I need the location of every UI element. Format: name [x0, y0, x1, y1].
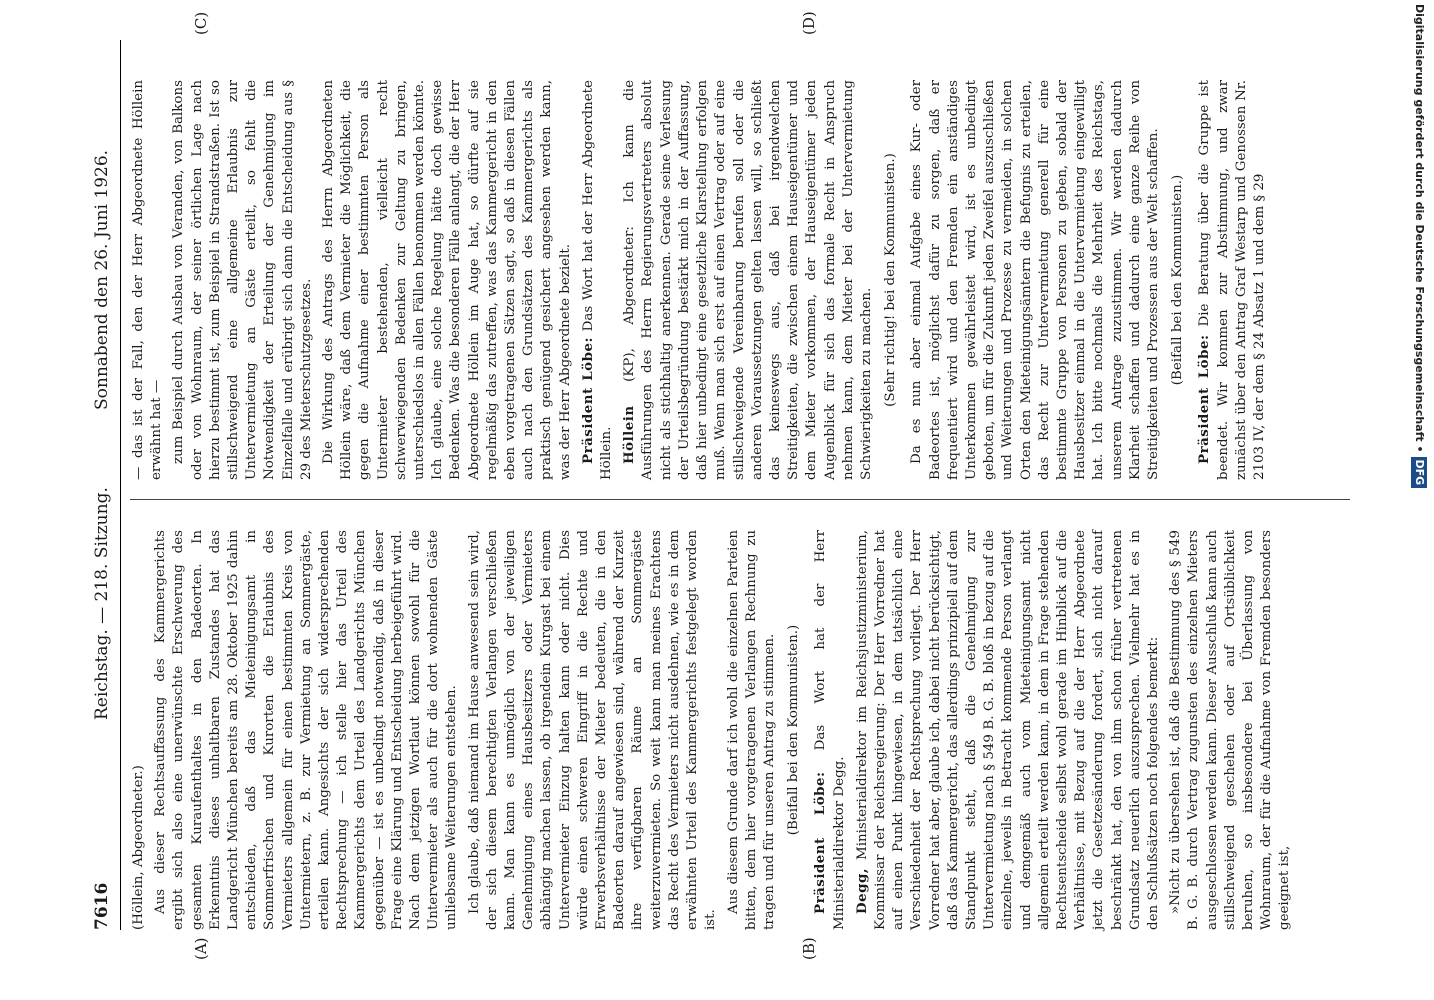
session-title: Reichstag. — 218. Sitzung. — [92, 487, 112, 720]
paragraph: Aus diesem Grunde darf ich wohl die einzelnen Parteien bitten, dem hier vorgetragenen Verlangen Rechnung zu tragen und für unseren Antrag zu stimmen. — [725, 530, 777, 930]
speaker-paragraph — [1195, 80, 1269, 480]
speech-text: Das Wort hat der Herr Ministerialdirektor Degg. — [813, 530, 847, 930]
speaker-name: Präsident Löbe: — [1196, 334, 1213, 464]
rotated-document-page — [80, 0, 1400, 1000]
speaker-paragraph — [620, 80, 876, 480]
page-header — [92, 40, 122, 930]
margin-marker-c: (C) — [192, 11, 210, 35]
speaker-paragraph — [853, 530, 1163, 930]
paragraph: Ich glaube, daß niemand im Hause anwesend sein wird, der sich diesem berechtigten Verlangen verschließen kann. Man kann es unmöglich von der jeweiligen Genehmigung eines Hausbesitzers oder Vermieters abhängig machen lassen, ob irgendein Kurgast bei einem Untervermieter Einzug halten kann oder nicht. Dies würde einen schweren Eingriff in die Rechte und Erwerbsverhältnisse der Mieter bedeuten, die in den Badeorten darauf angewiesen sind, während der Kurzeit ihre verfügbaren Räume an Sommergäste weiterzuvermieten. So weit kann man meines Erachtens das Recht des Vermieters nicht ausdehnen, wie es in dem erwähnten Urteil des Kammergerichts festgelegt worden ist. — [466, 530, 719, 930]
margin-marker-d: (D) — [800, 11, 818, 35]
page-number: 7616 — [92, 882, 112, 930]
right-column — [130, 80, 1273, 480]
paragraph: — das ist der Fall, den der Herr Abgeordnete Höllein erwähnt hat — — [131, 80, 165, 480]
speech-text: Das Wort hat der Herr Abgeordnete Höllein. — [580, 80, 615, 480]
applause-note: (Sehr richtig! bei den Kommunisten.) — [883, 153, 899, 407]
margin-marker-a: (A) — [192, 937, 210, 960]
quotation-continued: zum Beispiel durch Ausbau von Veranden, von Balkons oder von Wohnraum, der seiner örtlichen Lage nach hierzu bestimmt ist, zum Beispiel in Strandstraßen. Ist so stillschweigend eine allgemeine Erlaubnis zur Untervermietung an Gäste erteilt, so fehlt die Notwendigkeit der Erteilung der Genehmigung im Einzelfalle und erübrigt sich dann die Entscheidung aus § 29 des Mieterschutzgesetzes. — [171, 80, 314, 480]
paragraph: Da es nun aber einmal Aufgabe eines Kur- oder Badeortes ist, möglichst dafür zu sorgen, daß er frequentiert wird und den Fremden ein anständiges Unterkommen gewährleistet wird, ist es unbedingt geboten, um für die Zukunft jeden Zweifel auszuschließen und Weiterungen und Prozesse zu vermeiden, in solchen Orten den Mieteinigungsämtern die Befugnis zu erteilen, das Recht zur Untervermietung generell für eine bestimmte Gruppe von Personen zu geben, sobald der Hausbesitzer einmal in die Untervermietung eingewilligt hat. Ich bitte nochmals die Mehrheit des Reichstags, unserem Antrage zuzustimmen. Wir werden dadurch Klarheit schaffen und dadurch eine ganze Reihe von Streitigkeiten und Prozessen aus der Welt schaffen. — [909, 80, 1161, 480]
speaker-paragraph — [579, 80, 616, 480]
speech-text: (KP), Abgeordneter: Ich kann die Ausführungen des Herrn Regierungsvertreters absolut nicht als stichhaltig anerkennen. Gerade seine Verlesung der Urteilsbegründung bestärkt mich in der Auffassung, daß hier unbedingt eine gesetzliche Klarstellung erfolgen muß. Wenn man sich erst auf einen Vertrag oder auf eine stillschweigende Vereinbarung berufen soll oder die anderen Voraussetzungen gelten lassen will, so schließt das keineswegs aus, daß bei irgendwelchen Streitigkeiten, die zwischen einem Hauseigentümer und dem Mieter vorkommen, der Hauseigentümer jeden Augenblick für sich das formale Recht in Anspruch nehmen kann, dem Mieter bei der Untervermietung Schwierigkeiten zu machen. — [622, 79, 874, 480]
session-date: Sonnabend den 26. Juni 1926. — [92, 149, 112, 410]
speech-text: Ministerialdirektor im Reichsjustizministerium, Kommissar der Reichsregierung: Der Herr Vorredner hat auf einen Punkt hingewiesen, in dem tatsächlich eine Verschiedenheit der Rechtsprechung vorliegt. Der Herr Vorredner hat aber, glaube ich, dabei nicht berücksichtigt, daß das Kammergericht, das allerdings prinzipiell auf dem Standpunkt steht, daß die Genehmigung zur Untervermietung nach § 549 B. G. B. bloß in bezug auf die einzelne, jeweils in Betracht kommende Person verlangt und demgemäß auch vom Mieteinigungsamt nicht allgemein erteilt werden kann, in dem in Frage stehenden Rechtsentscheide selbst wohl gerade im Hinblick auf die Verhältnisse, mit Bezug auf die der Herr Abgeordnete jetzt die Gesetzesänderung fordert, sich nicht darauf beschränkt hat, den von ihm schon früher vertretenen Grundsatz neuerlich auszusprechen. Vielmehr hat es in den Schlußsätzen noch folgendes bemerkt: — [854, 530, 1161, 930]
applause-note: (Beifall bei den Kommunisten.) — [786, 624, 802, 836]
speaker-name: Präsident Löbe: — [812, 771, 829, 914]
credit-text: Digitalisierung gefördert durch die Deutsche Forschungsgemeinschaft • — [1413, 4, 1426, 453]
header-rule — [120, 40, 121, 930]
column-divider — [130, 499, 1350, 500]
speaker-name: Degg, — [853, 867, 870, 914]
speaker-name: Präsident Löbe: — [579, 337, 596, 464]
left-column — [130, 530, 1299, 930]
digitization-credit — [1408, 4, 1430, 996]
applause-note: (Beifall bei den Kommunisten.) — [1170, 174, 1186, 386]
speaker-paragraph — [811, 530, 848, 930]
paragraph: Aus dieser Rechtsauffassung des Kammergerichts ergibt sich also eine unerwünschte Erschwerung des gesamten Kuraufenthaltes in den Badeorten. In Erkenntnis dieses unhaltbaren Zustandes hat das Landgericht München bereits am 28. Oktober 1925 dahin entschieden, daß das Mieteinigungsamt in Sommerfrischen und Kurorten die Erlaubnis des Vermieters allgemein für einen bestimmten Kreis von Untermietern, z. B. zur Vermietung an Sommergäste, erteilen kann. Angesichts der sich widersprechenden Rechtsprechung — ich stelle hier das Urteil des Kammergerichts dem Urteil des Landgerichts München gegenüber — ist es unbedingt notwendig, daß in dieser Frage eine Klärung und Entscheidung herbeigeführt wird. Nach dem jetzigen Wortlaut können sowohl für die Untervermieter als auch für die dort wohnenden Gäste unliebsame Weiterungen entstehen. — [153, 530, 460, 930]
dfg-logo: DFG — [1411, 457, 1427, 489]
paragraph: Die Wirkung des Antrags des Herrn Abgeordneten Höllein wäre, daß dem Vermieter die Möglichkeit, die gegen die Aufnahme einer bestimmten Person als Untermieter bestehenden, vielleicht recht schwerwiegenden Bedenken zur Geltung zu bringen, unterschiedslos in allen Fällen benommen werden könnte. Ich glaube, eine solche Regelung hätte doch gewisse Bedenken. Was die besonderen Fälle anlangt, die der Herr Abgeordnete Höllein im Auge hat, so dürfte auf sie regelmäßig das zutreffen, was das Kammergericht in den eben vorgetragenen Sätzen sagt, so daß in diesen Fällen auch nach den Grundsätzen des Kammergerichts als praktisch genügend gesichert angesehen werden kann, was der Herr Abgeordnete bezielt. — [321, 80, 573, 480]
speaker-continuation: (Höllein, Abgeordneter.) — [131, 765, 146, 930]
speech-text: Die Beratung über die Gruppe ist beendet. Wir kommen zur Abstimmung, und zwar zunächst über den Antrag Graf Westarp und Genossen Nr. 2103 IV, der dem § 24 Absatz 1 und dem § 29 — [1197, 80, 1267, 480]
speaker-name: Höllein — [621, 405, 638, 464]
margin-marker-b: (B) — [800, 937, 818, 960]
quotation: »Nicht zu übersehen ist, daß die Bestimmung des § 549 B. G. B. durch Vertrag zugunsten des einzelnen Mieters ausgeschlossen werden kann. Dieser Ausschluß kann auch stillschweigend geschehen oder auf Ortsüblichkeit beruhen, so insbesondere bei Überlassung von Wohnraum, der für die Aufnahme von Fremden besonders geeignet ist, — [1168, 530, 1293, 930]
